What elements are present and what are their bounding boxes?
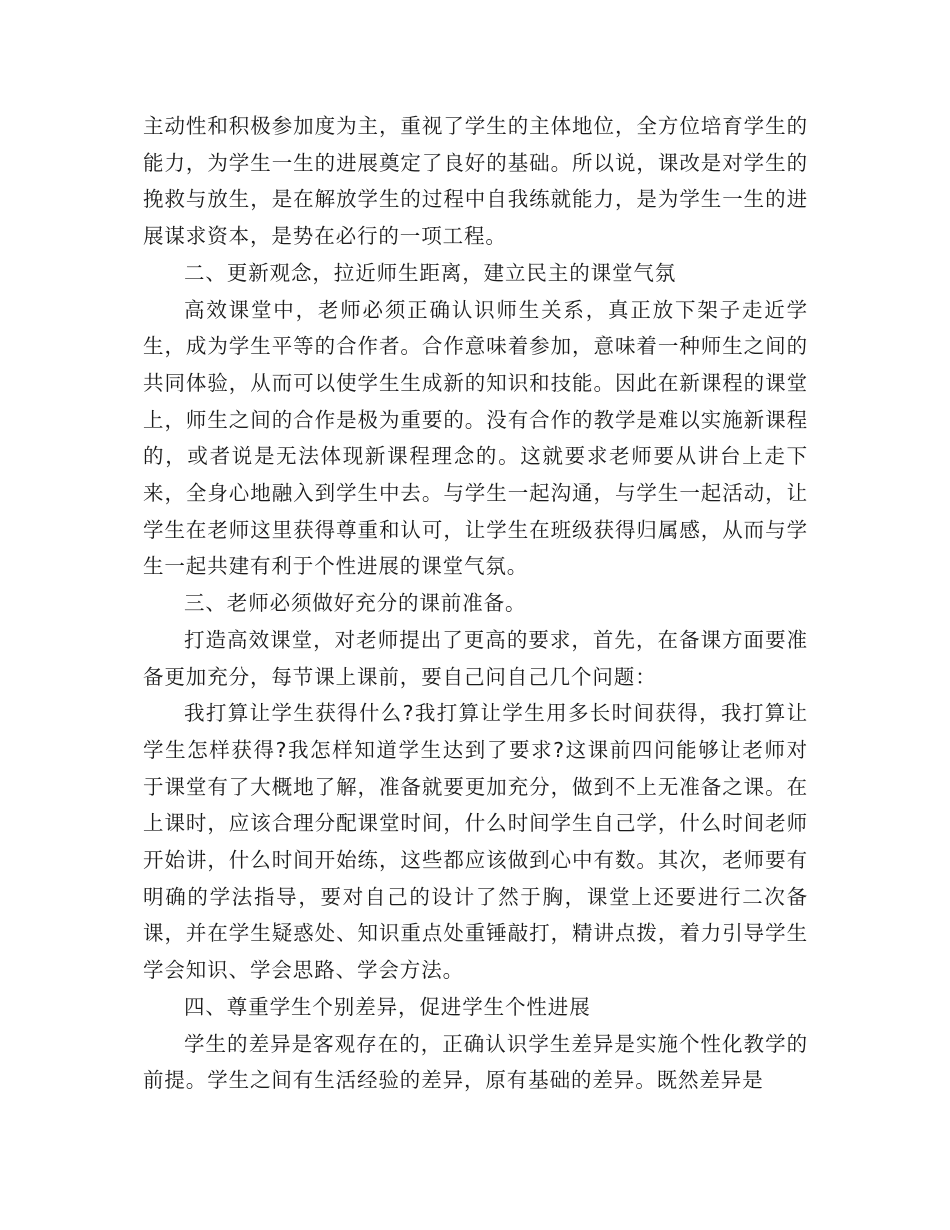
document-body (143, 108, 808, 1099)
paragraph-intro-continuation: 主动性和积极参加度为主，重视了学生的主体地位，全方位培育学生的能力，为学生一生的进展奠定了良好的基础。所以说，课改是对学生的挽救与放生，是在解放学生的过程中自我练就能力，是为学生一生的进展谋求资本，是势在必行的一项工程。 (143, 114, 808, 249)
paragraph-section-2: 高效课堂中，老师必须正确认识师生关系，真正放下架子走近学生，成为学生平等的合作者。合作意味着参加，意味着一种师生之间的共同体验，从而可以使学生生成新的知识和技能。因此在新课程的课堂上，师生之间的合作是极为重要的。没有合作的教学是难以实施新课程的，或者说是无法体现新课程理念的。这就要求老师要从讲台上走下来，全身心地融入到学生中去。与学生一起沟通，与学生一起活动，让学生在老师这里获得尊重和认可，让学生在班级获得归属感，从而与学生一起共建有利于个性进展的课堂气氛。 (143, 297, 808, 579)
section-heading-3: 三、老师必须做好充分的课前准备。 (184, 591, 527, 616)
paragraph-section-3-questions: 我打算让学生获得什么?我打算让学生用多长时间获得，我打算让学生怎样获得?我怎样知道学生达到了要求?这课前四问能够让老师对于课堂有了大概地了解，准备就要更加充分，做到不上无准备之课。在上课时，应该合理分配课堂时间，什么时间学生自己学，什么时间老师开始讲，什么时间开始练，这些都应该做到心中有数。其次，老师要有明确的学法指导，要对自己的设计了然于胸，课堂上还要进行二次备课，并在学生疑惑处、知识重点处重锤敲打，精讲点拨，着力引导学生学会知识、学会思路、学会方法。 (143, 701, 808, 983)
paragraph-section-3-intro: 打造高效课堂，对老师提出了更高的要求，首先，在备课方面要准备更加充分，每节课上课前，要自己问自己几个问题： (143, 627, 808, 689)
section-heading-4: 四、尊重学生个别差异，促进学生个性进展 (184, 994, 591, 1019)
paragraph-section-4: 学生的差异是客观存在的，正确认识学生差异是实施个性化教学的前提。学生之间有生活经验的差异，原有基础的差异。既然差异是 (143, 1031, 808, 1093)
section-heading-2: 二、更新观念，拉近师生距离，建立民主的课堂气氛 (184, 260, 677, 285)
